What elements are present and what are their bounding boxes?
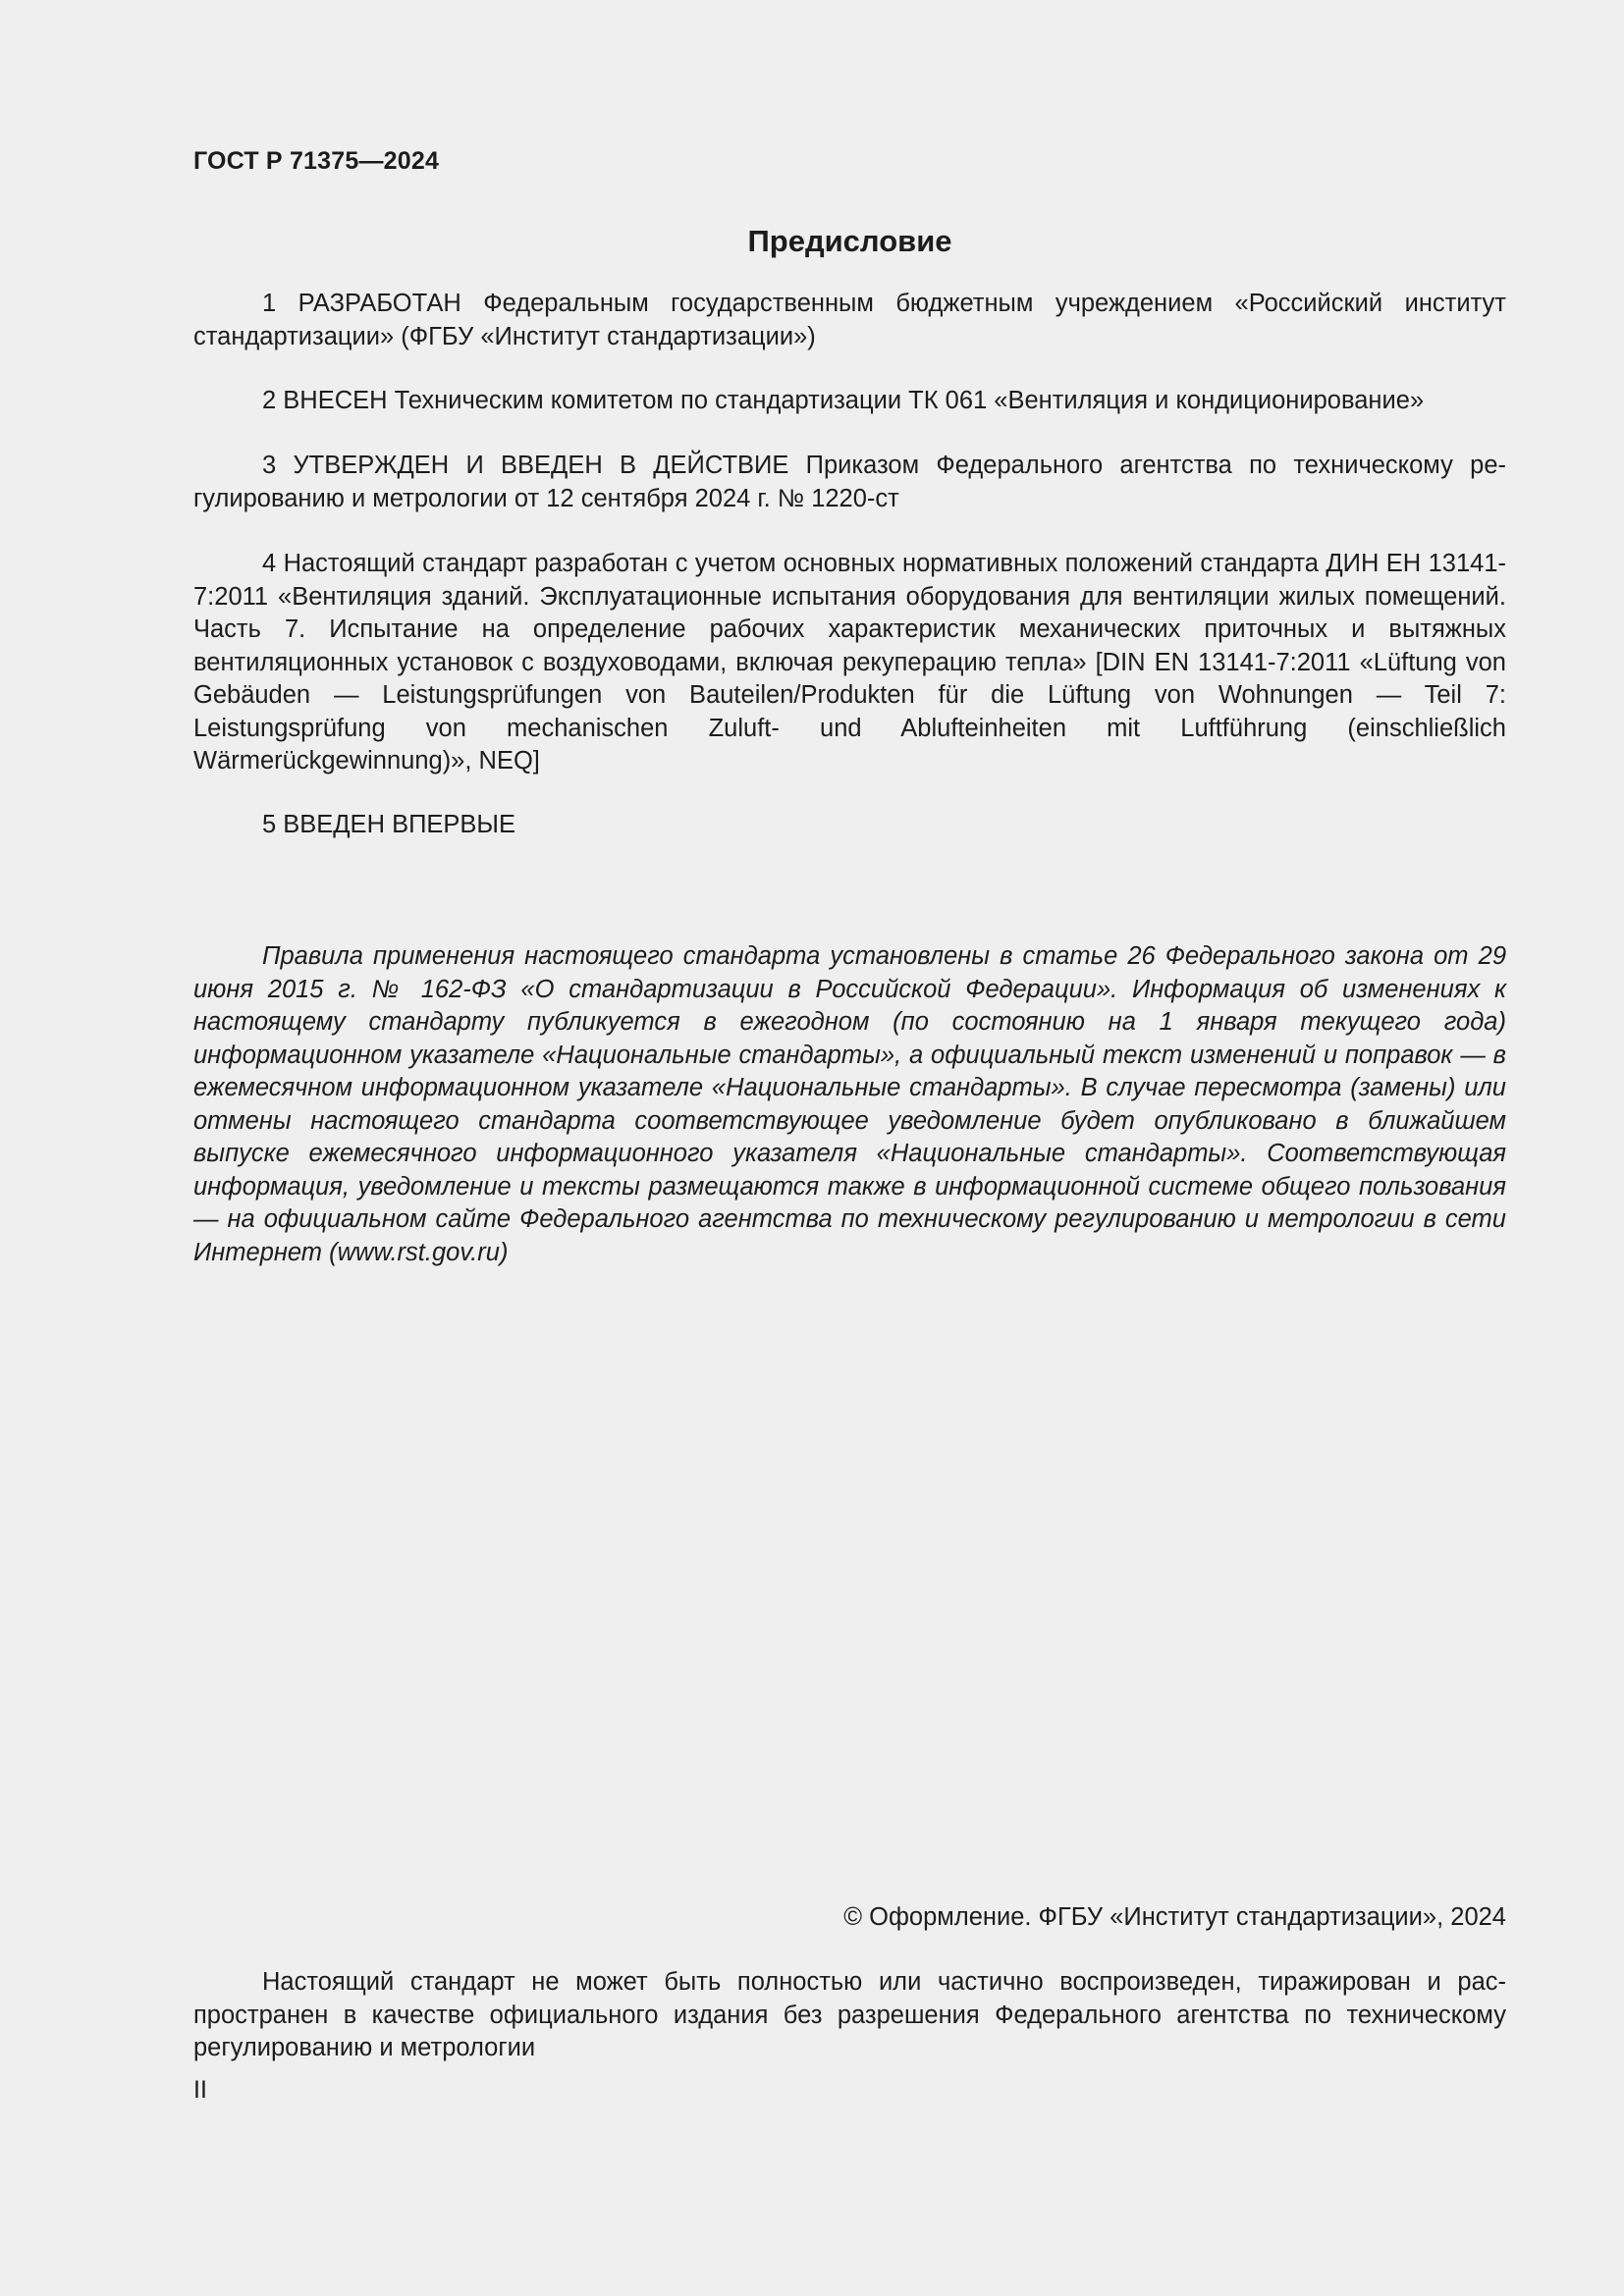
foreword-item-1: 1 РАЗРАБОТАН Федеральным государственным бюджетным учреждением «Российский институт стандартизации» (ФГБУ «Институт стандартизации») [193,290,1506,350]
copyright-line: © Оформление. ФГБУ «Институт стандартизации», 2024 [843,1903,1506,1931]
page-number: II [193,2076,207,2104]
foreword-item-4: 4 Настоящий стандарт разработан с учетом основных нормативных положений стандарта ДИН ЕН 13141-7:2011 «Вентиляция зданий. Эксплуатационные испытания оборудования для вентиляции жилых помещений. Часть 7. Испытание на определение рабочих характеристик механических приточных и вытяжных вентиляционных установок с воздуховодами, включая рекуперацию тепла» [DIN EN 13141-7:2011 «Lüftung von Gebäuden — Leistungsprüfungen von Bauteilen/Produkten für die Lüftung von Wohnungen — Teil 7: Leistungsprüfung von mechanischen Zuluft- und Ablufteinheiten mit Luftführung (einschließlich Wärmerückgewinnung)», NEQ] [193,550,1506,774]
rights-statement: Настоящий стандарт не может быть полностью или частично воспроизведен, тиражирован и распространен в качестве официального издания без разрешения Федерального агентства по техническому регулированию и метрологии [193,1968,1506,2061]
page-title: Предисловие [747,224,952,258]
document-code: ГОСТ Р 71375—2024 [193,147,440,175]
foreword-item-2: 2 ВНЕСЕН Техническим комитетом по стандартизации ТК 061 «Вентиляция и кондиционирование» [262,387,1425,414]
foreword-item-3: 3 УТВЕРЖДЕН И ВВЕДЕН В ДЕЙСТВИЕ Приказом Федерального агентства по техническому регулированию и метрологии от 12 сентября 2024 г. № 1220-ст [193,452,1506,512]
foreword-item-5: 5 ВВЕДЕН ВПЕРВЫЕ [262,811,516,838]
document-page [193,0,1506,2296]
application-rules-notice: Правила применения настоящего стандарта установлены в статье 26 Федерального закона от 29 июня 2015 г. № 162-ФЗ «О стандартизации в Российской Федерации». Информация об изменениях к настоящему стандарту публикуется в ежегодном (по состоянию на 1 января текущего года) информационном указателе «Национальные стандарты», а официальный текст изменений и поправок — в ежемесячном информационном указателе «Национальные стандарты». В случае пересмотра (замены) или отмены настоящего стандарта соответствующее уведомление будет опубликовано в ближайшем выпуске ежемесячного информационного указателя «Национальные стандарты». Соответствующая информация, уведомление и тексты размещаются также в информационной системе общего пользования — на официальном сайте Федерального агентства по техническому регулированию и метрологии в сети Интернет (www.rst.gov.ru) [193,942,1506,1266]
